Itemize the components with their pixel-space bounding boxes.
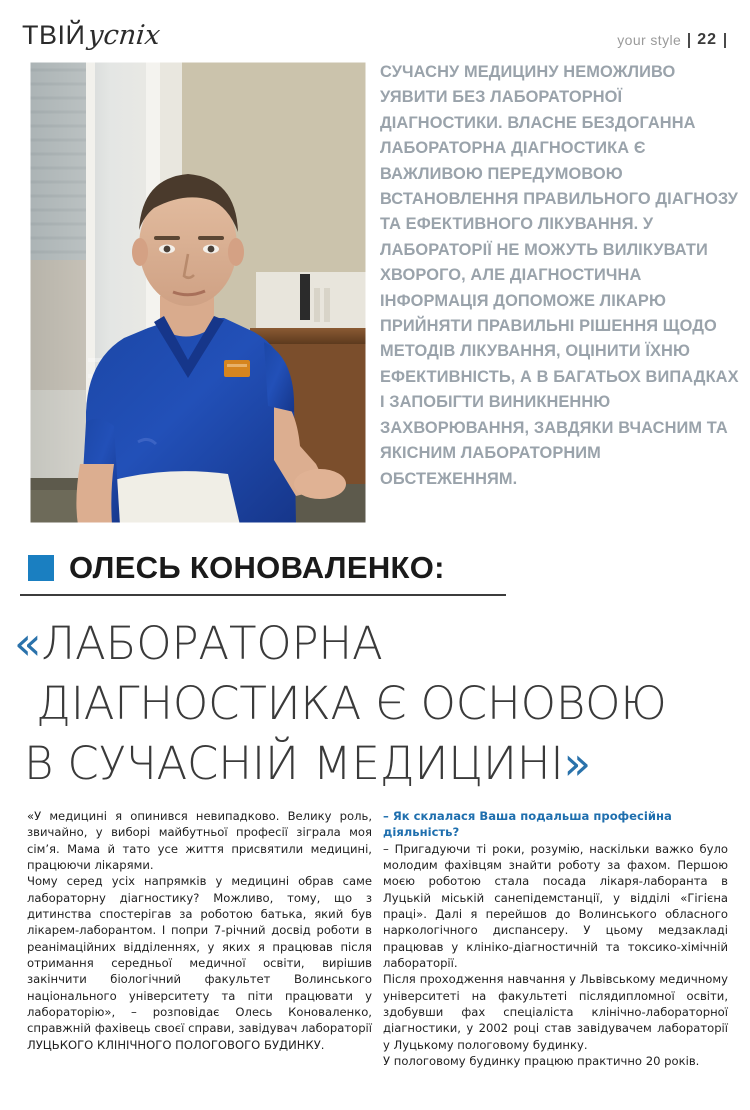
body-column-left <box>27 808 372 1053</box>
square-marker-icon <box>28 555 54 581</box>
article-headline <box>14 614 740 794</box>
headline-line-1 <box>14 614 740 674</box>
headline-line-2 <box>14 674 740 734</box>
intro-lead-text <box>380 60 742 492</box>
open-quote: « <box>14 617 42 670</box>
portrait-photo <box>28 60 368 525</box>
masthead-logo <box>22 20 163 51</box>
right-paragraph-3: У пологовому будинку працюю практично 20 років. <box>383 1054 700 1069</box>
horizontal-rule <box>20 594 506 596</box>
portrait-illustration <box>28 60 368 525</box>
right-paragraph-2: Після проходження навчання у Львівському медичному університеті на факультеті післядипломної освіти, здобувши фах спеціаліста клінічно-лабораторної діагностики, у 2002 році став завідувачем лабораторії у Луцькому пологовому будинку. <box>383 972 728 1052</box>
interviewee-name: ОЛЕСЬ КОНОВАЛЕНКО: <box>69 550 445 585</box>
headline-text-1: ЛАБОРАТОРНА <box>41 617 383 670</box>
body-column-right <box>383 808 728 1070</box>
folio-label: your style <box>617 32 682 48</box>
headline-line-3 <box>14 734 740 794</box>
interview-question: – Як склалася Ваша подальша професійна діяльність? <box>383 809 672 840</box>
page-number: 22 <box>697 31 717 48</box>
masthead-caps: ТВІЙ <box>22 20 86 50</box>
masthead-script: успіх <box>86 20 163 51</box>
headline-text-2: ДІАГНОСТИКА Є ОСНОВОЮ <box>36 677 667 730</box>
folio-divider-left <box>688 33 690 48</box>
left-paragraph-1: «У медицині я опинився невипадково. Велику роль, звичайно, у виборі майбутньої професії зіграла моя сім’я. Мама й тато усе життя присвятили медицині, працюючи лікарями. <box>27 809 372 873</box>
headline-text-3: В СУЧАСНІЙ МЕДИЦИНІ <box>24 737 564 790</box>
intro-text: СУЧАСНУ МЕДИЦИНУ НЕМОЖЛИВО УЯВИТИ БЕЗ ЛАБОРАТОРНОЇ ДІАГНОСТИКИ. ВЛАСНЕ БЕЗДОГАННА ЛАБОРАТОРНА ДІАГНОСТИКА Є ВАЖЛИВОЮ ПЕРЕДУМОВОЮ ВСТАНОВЛЕННЯ ПРАВИЛЬНОГО ДІАГНОЗУ ТА ЕФЕКТИВНОГО ЛІКУВАННЯ. У ЛАБОРАТОРІЇ НЕ МОЖУТЬ ВИЛІКУВАТИ ХВОРОГО, АЛЕ ДІАГНОСТИЧНА ІНФОРМАЦІЯ ДОПОМОЖЕ ЛІКАРЮ ПРИЙНЯТИ ПРАВИЛЬНІ РІШЕННЯ ЩОДО МЕТОДІВ ЛІКУВАННЯ, ОЦІНИТИ ЇХНЮ ЕФЕКТИВНІСТЬ, А В БАГАТЬОХ ВИПАДКАХ І ЗАПОБІГТИ ВИНИКНЕННЮ ЗАХВОРЮВАННЯ, ЗАВДЯКИ ВЧАСНИМ ТА ЯКІСНИМ ЛАБОРАТОРНИМ ОБСТЕЖЕННЯМ. <box>380 63 739 488</box>
folio <box>617 31 726 49</box>
interviewee-name-bar <box>28 550 445 586</box>
right-paragraph-1: – Пригадуючи ті роки, розумію, наскільки важко було молодим фахівцям знайти роботу за фахом. Першою моєю роботою стала посада лікаря-лаборанта в Луцькій міській санепідемстанції, у відділі «Гігієна праці». Далі я перейшов до Волинського обласного наркологічного диспансеру. У цьому медзакладі працював у клініко-діагностичній та токсико-хімічній лабораторії. <box>383 841 728 971</box>
left-paragraph-2: Чому серед усіх напрямків у медицині обрав саме лабораторну діагностику? Можливо, тому, що з дитинства спостерігав за роботою батька, який був лікарем-лаборантом. І попри 7-річний досвід роботи в реанімаційних відділеннях, у яких я працював після отримання середньої медичної освіти, вирішив закінчити біологічний факультет Волинського національного університету та піти працювати у лабораторію», – розповідає Олесь Коноваленко, справжній фахівець своєї справи, завідувач лабораторії ЛУЦЬКОГО КЛІНІЧНОГО ПОЛОГОВОГО БУДИНКУ. <box>27 874 372 1052</box>
close-quote: » <box>563 737 591 790</box>
folio-divider-right <box>724 33 726 48</box>
